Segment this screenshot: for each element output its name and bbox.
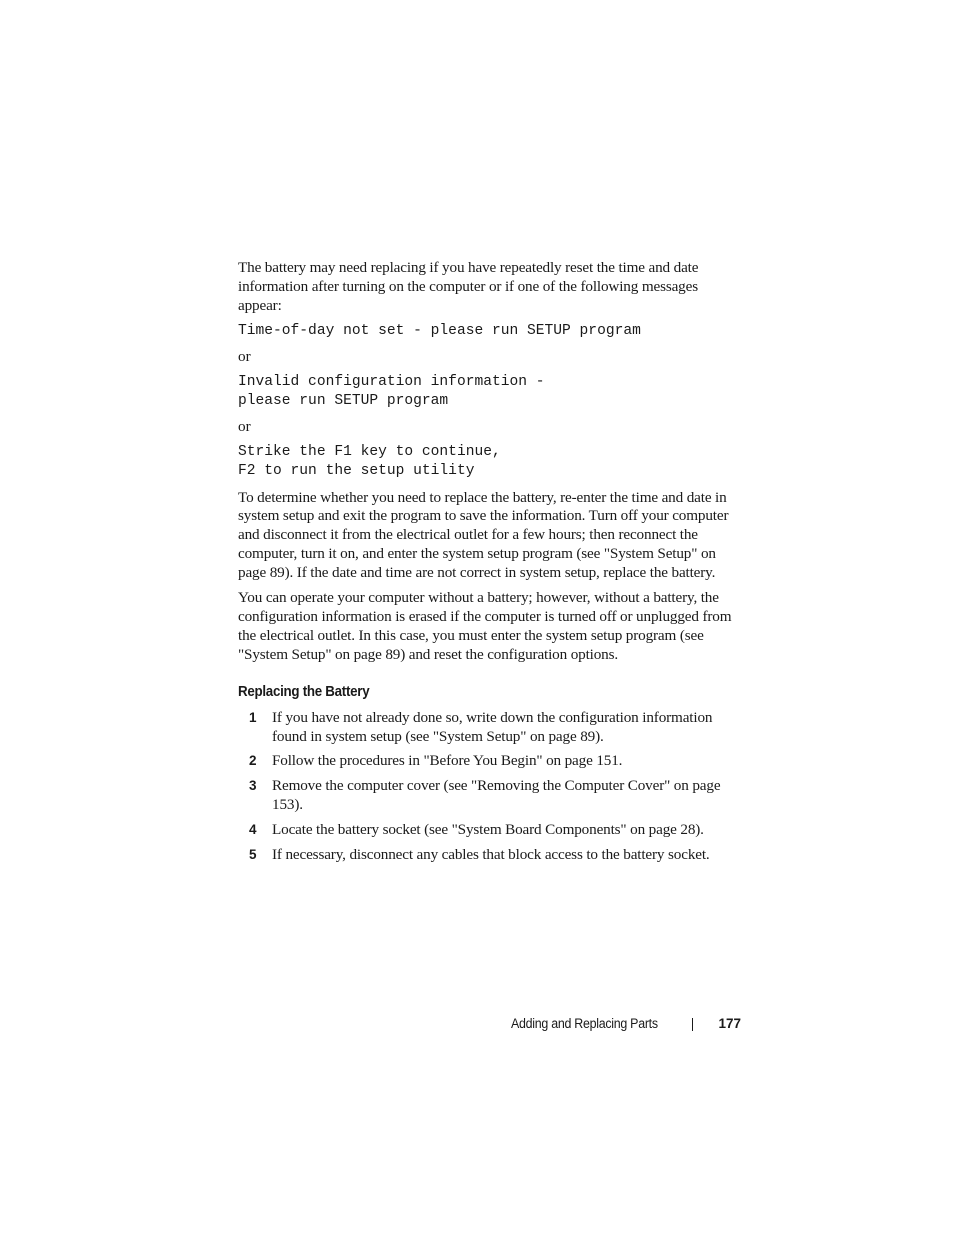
- or-separator: or: [238, 348, 251, 366]
- body-paragraph-determine: To determine whether you need to replace the battery, re-enter the time and date in system setup and exit the program to save the information. Turn off your computer and disconnect it from the electrical outlet for a few hours; then reconnect the computer, turn it on, and enter the system setup program (see "System Setup" on page 89). If the date and time are not correct in system setup, replace the battery.: [238, 488, 729, 582]
- procedure-steps: [238, 709, 738, 865]
- step-number: 5: [249, 847, 257, 863]
- intro-paragraph: The battery may need replacing if you have repeatedly reset the time and date information after turning on the computer or if one of the following messages appear:: [238, 259, 699, 314]
- step-text: Locate the battery socket (see "System Board Components" on page 28).: [272, 821, 704, 839]
- error-message-line: Strike the F1 key to continue,: [238, 444, 501, 461]
- body-paragraph-operate: You can operate your computer without a battery; however, without a battery, the configuration information is erased if the computer is turned off or unplugged from the electrical outlet. In this case, you must enter the system setup program (see "System Setup" on page 89) and reset the configuration options.: [238, 589, 732, 663]
- step-number: 1: [249, 709, 257, 725]
- error-message-strike-f1: [238, 443, 738, 480]
- error-message-time-of-day: [238, 322, 738, 341]
- step-number: 4: [249, 822, 257, 838]
- procedure-step: [238, 846, 738, 865]
- footer-section-title: Adding and Replacing Parts: [511, 1016, 658, 1031]
- error-message-line: please run SETUP program: [238, 392, 449, 409]
- step-text: If necessary, disconnect any cables that block access to the battery socket.: [272, 846, 710, 864]
- error-message-line: Time-of-day not set - please run SETUP program: [238, 322, 641, 339]
- procedure-step: [238, 752, 738, 771]
- section-heading: Replacing the Battery: [238, 683, 370, 700]
- page-content: [238, 259, 738, 871]
- error-message-invalid-config: [238, 373, 738, 410]
- step-text: Remove the computer cover (see "Removing the Computer Cover" on page 153).: [272, 777, 721, 814]
- footer-divider: [692, 1018, 693, 1031]
- page-footer: [511, 1015, 741, 1035]
- step-number: 3: [249, 778, 257, 794]
- step-text: If you have not already done so, write down the configuration information found in system setup (see "System Setup" on page 89).: [272, 708, 713, 745]
- page-number: 177: [718, 1016, 741, 1031]
- error-message-line: Invalid configuration information -: [238, 374, 545, 391]
- step-text: Follow the procedures in "Before You Begin" on page 151.: [272, 752, 623, 770]
- procedure-step: [238, 821, 738, 840]
- or-separator: or: [238, 418, 251, 436]
- procedure-step: [238, 777, 738, 815]
- error-message-line: F2 to run the setup utility: [238, 462, 475, 479]
- step-number: 2: [249, 753, 257, 769]
- procedure-step: [238, 709, 738, 747]
